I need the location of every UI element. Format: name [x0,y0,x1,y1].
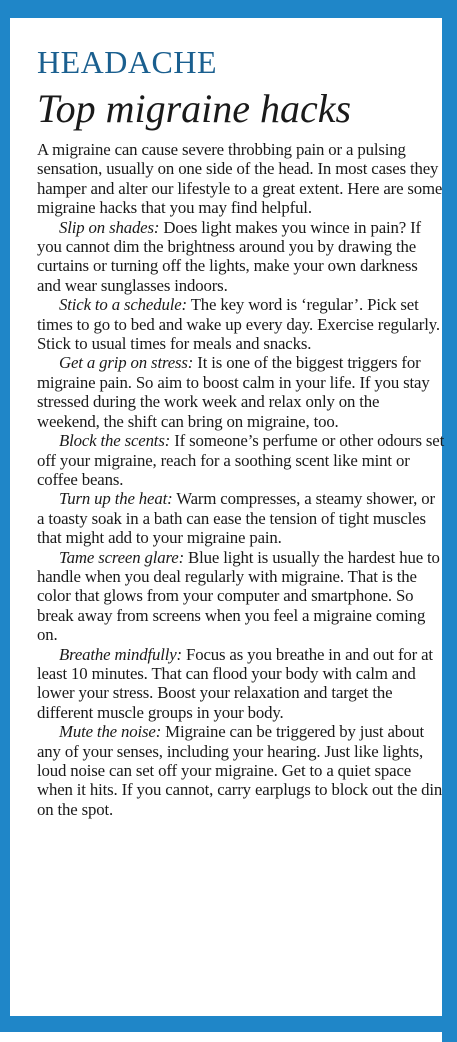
tip-text: Blue light is usually the hardest hue to handle when you deal regularly with migraine. That is the color that glows from your computer and smartphone. So break away from screens when you feel a migraine coming on. [37,547,440,645]
tip-heading: Tame screen glare: [59,547,185,567]
tip-text: Migraine can be triggered by just about any of your senses, including your hearing. Just like lights, loud noise can set off your migraine. Get to a quiet space when it hits. If you cannot, carry earplugs to block out the din on the spot. [37,722,443,819]
tip-heading: Block the scents: [59,431,171,451]
intro-paragraph: A migraine can cause severe throbbing pain or a pulsing sensation, usually on one side of the head. In most cases they hamper and alter our lifestyle to a great extent. Here are some migraine hacks that you may find helpful. [37,140,443,218]
tip-text: The key word is ‘regular’. Pick set times to go to bed and wake up every day. Exercise regularly. Stick to usual times for meals and snacks. [37,295,440,354]
tip-heading: Breathe mindfully: [59,644,182,664]
article-title: Top migraine hacks [37,86,352,131]
tip-paragraph [37,645,445,723]
tip-heading: Mute the noise: [59,722,162,742]
section-label: HEADACHE [37,44,217,80]
tip-paragraph [37,722,445,819]
tip-heading: Get a grip on stress: [59,353,194,373]
tip-paragraph [37,431,445,489]
tip-heading: Turn up the heat: [59,489,173,509]
tip-paragraph [37,295,445,353]
tip-text: Focus as you breathe in and out for at least 10 minutes. That can flood your body with calm and lower your stress. Boost your relaxation and target the different muscle groups in your body. [37,644,433,722]
tip-text: If someone’s perfume or other odours set off your migraine, reach for a soothing scent like mint or coffee beans. [37,431,445,489]
tip-text: Does light makes you wince in pain? If you cannot dim the brightness around you by drawing the curtains or turning off the lights, make your own darkness and wear sunglasses indoors. [37,217,421,295]
tip-text: Warm compresses, a steamy shower, or a toasty soak in a bath can ease the tension of tight muscles that might add to your migraine pain. [37,489,435,548]
tip-heading: Slip on shades: [59,217,160,237]
tip-heading: Stick to a schedule: [59,295,187,315]
top-border [0,0,445,18]
tip-paragraph [37,218,445,296]
bottom-border [0,1016,457,1032]
tip-text: It is one of the biggest triggers for migraine pain. So aim to boost calm in your life. If you stay stressed during the work week and relax only on the weekend, the shift can bring on migraine, too. [37,353,430,431]
left-border [0,0,10,1032]
tip-paragraph [37,353,445,431]
tip-paragraph [37,489,445,547]
article-body [37,140,445,819]
tip-paragraph [37,548,445,645]
article [37,44,445,1014]
